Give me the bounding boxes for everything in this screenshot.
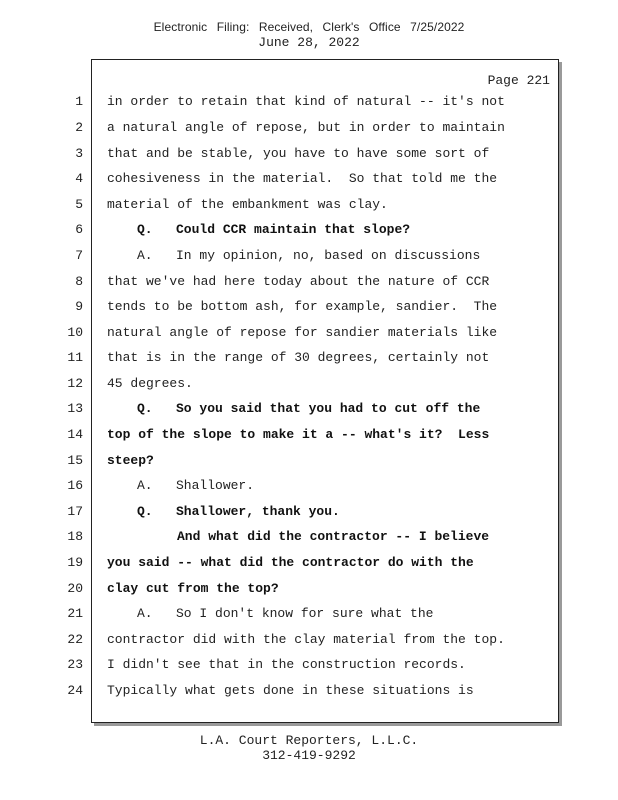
line-number: 18 — [67, 529, 83, 544]
line-number: 19 — [67, 555, 83, 570]
line-number: 1 — [75, 94, 83, 109]
line-text: I didn't see that in the construction records. — [107, 657, 466, 672]
line-text: And what did the contractor -- I believe — [177, 529, 490, 544]
line-number: 15 — [67, 453, 83, 468]
line-text: Q. Could CCR maintain that slope? — [137, 222, 411, 237]
reporter-footer — [0, 733, 618, 763]
reporter-phone: 312-419-9292 — [262, 748, 356, 763]
line-number: 11 — [67, 350, 83, 365]
line-text: that and be stable, you have to have some sort of — [107, 146, 490, 161]
line-text: cohesiveness in the material. So that told me the — [107, 171, 498, 186]
transcript-line — [0, 451, 560, 471]
line-text: contractor did with the clay material from the top. — [107, 632, 505, 647]
line-number: 7 — [75, 248, 83, 263]
line-text: A. In my opinion, no, based on discussions — [137, 248, 481, 263]
line-number: 3 — [75, 146, 83, 161]
line-number: 6 — [75, 222, 83, 237]
transcript-line — [0, 399, 560, 419]
transcript-line — [0, 144, 560, 164]
line-number: 20 — [67, 581, 83, 596]
transcript-line — [0, 118, 560, 138]
transcript-line — [0, 348, 560, 368]
line-number: 12 — [67, 376, 83, 391]
transcript-line — [0, 425, 560, 445]
line-number: 5 — [75, 197, 83, 212]
line-text: that we've had here today about the nature of CCR — [107, 274, 490, 289]
transcript-line — [0, 374, 560, 394]
line-number: 8 — [75, 274, 83, 289]
deposition-date: June 28, 2022 — [258, 35, 360, 50]
line-text: a natural angle of repose, but in order to maintain — [107, 120, 505, 135]
transcript-line — [0, 655, 560, 675]
transcript-line — [0, 246, 560, 266]
transcript-line — [0, 502, 560, 522]
line-text: in order to retain that kind of natural -- it's not — [107, 94, 505, 109]
transcript-line — [0, 553, 560, 573]
line-number: 9 — [75, 299, 83, 314]
line-number: 4 — [75, 171, 83, 186]
transcript-line — [0, 681, 560, 701]
line-text: steep? — [107, 453, 154, 468]
line-text: A. So I don't know for sure what the — [137, 606, 434, 621]
line-number: 2 — [75, 120, 83, 135]
transcript-line — [0, 169, 560, 189]
line-text: Q. So you said that you had to cut off the — [137, 401, 481, 416]
line-text: top of the slope to make it a -- what's it? Less — [107, 427, 490, 442]
line-number: 10 — [67, 325, 83, 340]
line-number: 22 — [67, 632, 83, 647]
transcript-line — [0, 92, 560, 112]
line-text: Q. Shallower, thank you. — [137, 504, 340, 519]
line-text: natural angle of repose for sandier materials like — [107, 325, 498, 340]
line-text: Typically what gets done in these situations is — [107, 683, 474, 698]
line-text: tends to be bottom ash, for example, sandier. The — [107, 299, 498, 314]
filing-stamp: Electronic Filing: Received, Clerk's Office 7/25/2022 — [153, 20, 465, 34]
line-number: 21 — [67, 606, 83, 621]
transcript-line — [0, 220, 560, 240]
line-text: 45 degrees. — [107, 376, 193, 391]
line-text: that is in the range of 30 degrees, certainly not — [107, 350, 490, 365]
transcript-line — [0, 527, 560, 547]
transcript-line — [0, 272, 560, 292]
transcript-line — [0, 323, 560, 343]
transcript-line — [0, 630, 560, 650]
line-text: you said -- what did the contractor do with the — [107, 555, 474, 570]
line-text: clay cut from the top? — [107, 581, 279, 596]
reporter-company: L.A. Court Reporters, L.L.C. — [199, 733, 419, 748]
line-text: A. Shallower. — [137, 478, 255, 493]
transcript-line — [0, 195, 560, 215]
page-number: Page 221 — [487, 73, 550, 88]
line-number: 23 — [67, 657, 83, 672]
line-number: 24 — [67, 683, 83, 698]
transcript-line — [0, 604, 560, 624]
transcript-line — [0, 297, 560, 317]
line-number: 16 — [67, 478, 83, 493]
transcript-line — [0, 476, 560, 496]
line-number: 17 — [67, 504, 83, 519]
line-text: material of the embankment was clay. — [107, 197, 388, 212]
line-number: 13 — [67, 401, 83, 416]
transcript-line — [0, 579, 560, 599]
line-number: 14 — [67, 427, 83, 442]
